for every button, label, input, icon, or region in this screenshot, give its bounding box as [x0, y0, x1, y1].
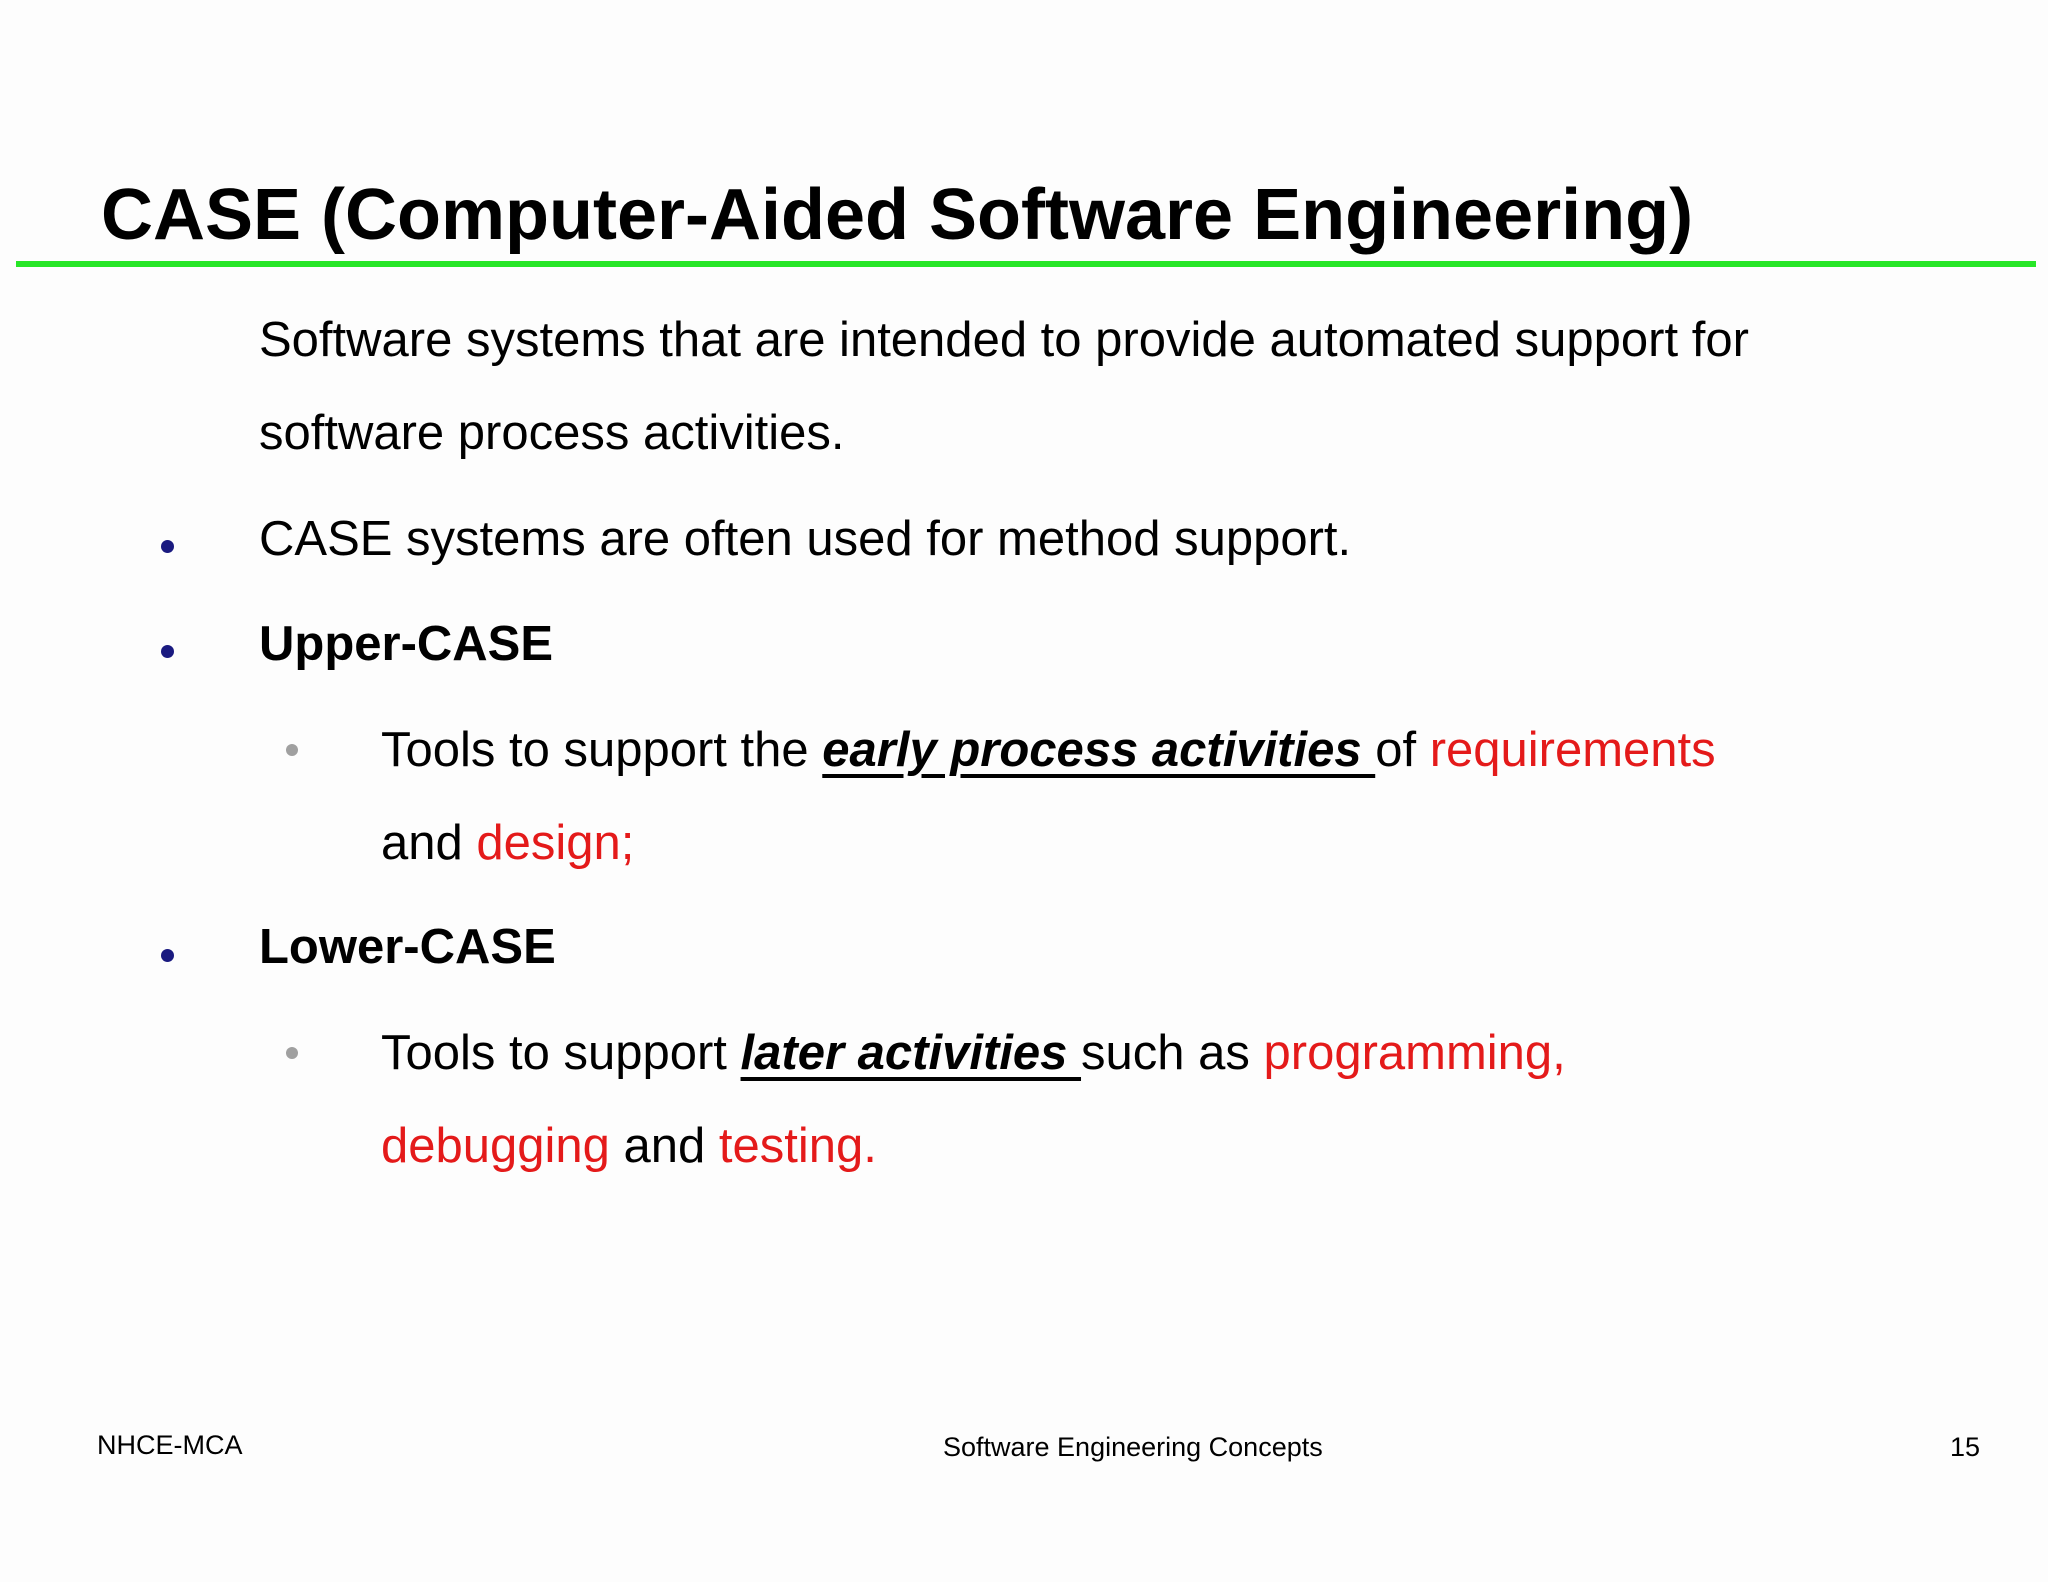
intro-line-2: software process activities. [259, 406, 845, 460]
lower-case-emphasis: later activities [740, 1026, 1082, 1080]
footer-course-title: Software Engineering Concepts [943, 1432, 1323, 1462]
sub-bullet-dot-icon [286, 1047, 298, 1059]
lower-case-highlight-programming: programming, [1263, 1026, 1566, 1080]
upper-case-highlight-design: design; [476, 816, 635, 870]
upper-case-text-part: of [1375, 723, 1430, 777]
bullet-lower-case-heading: Lower-CASE [259, 920, 556, 974]
bullet-method-support: CASE systems are often used for method support. [259, 512, 1352, 566]
upper-case-text-part: Tools to support the [381, 723, 823, 777]
lower-case-text-part: such as [1081, 1026, 1264, 1080]
upper-case-emphasis: early process activities [822, 723, 1376, 777]
upper-case-text-part: and [381, 816, 477, 870]
lower-case-highlight-testing: testing. [718, 1119, 877, 1173]
slide-title: CASE (Computer-Aided Software Engineering) [101, 175, 1694, 255]
bullet-dot-icon [161, 949, 174, 962]
lower-case-text-part: and [609, 1119, 719, 1173]
footer-page-number: 15 [1950, 1432, 1981, 1462]
title-underline-rule [16, 261, 2036, 267]
bullet-dot-icon [161, 645, 174, 658]
intro-line-1: Software systems that are intended to provide automated support for [259, 313, 1749, 367]
footer-institution: NHCE-MCA [97, 1430, 243, 1460]
upper-case-description-line-2 [381, 814, 634, 873]
lower-case-highlight-debugging: debugging [381, 1119, 610, 1173]
upper-case-description-line-1 [381, 721, 1716, 780]
upper-case-highlight-requirements: requirements [1429, 723, 1716, 777]
bullet-dot-icon [161, 540, 174, 553]
lower-case-text-part: Tools to support [381, 1026, 741, 1080]
lower-case-description-line-1 [381, 1024, 1566, 1083]
bullet-upper-case-heading: Upper-CASE [259, 617, 554, 671]
sub-bullet-dot-icon [286, 744, 298, 756]
lower-case-description-line-2 [381, 1117, 877, 1176]
